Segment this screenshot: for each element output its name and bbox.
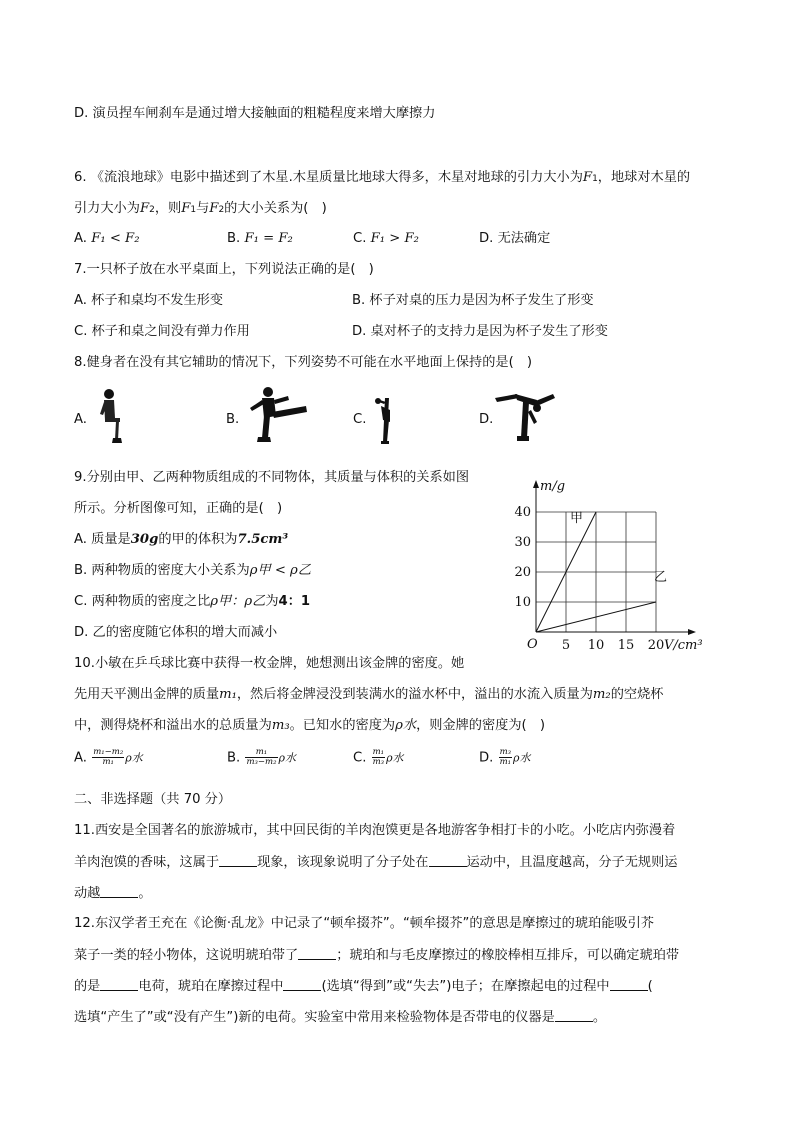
q6-var: F: [181, 201, 191, 216]
option-math: ρ甲 < ρ乙: [249, 563, 312, 578]
q6-sub: 2: [149, 205, 155, 215]
y-axis-arrow: [533, 480, 539, 488]
q7-option-c[interactable]: C. 杯子和桌之间没有弹力作用: [74, 324, 250, 339]
option-text: C. 两种物质的密度之比: [74, 594, 211, 609]
q10-text: 。已知水的密度为: [289, 718, 396, 733]
q10-text: ，然后将金牌浸没到装满水的溢水杯中，溢出的水流入质量为: [236, 687, 593, 702]
q10-text: 先用天平测出金牌的质量: [74, 687, 220, 702]
q8-option-b-label[interactable]: B.: [226, 412, 240, 427]
q6-sub: 2: [218, 205, 225, 215]
q6-text: 引力大小为: [74, 201, 140, 216]
option-math: ρ甲：ρ乙: [210, 594, 266, 609]
q8-option-d-label[interactable]: D.: [479, 412, 494, 427]
q9-option-a[interactable]: [74, 532, 288, 548]
y-axis-label: m/g: [540, 479, 566, 494]
q12-text: 的是: [74, 979, 101, 994]
q6-text: ，则: [154, 201, 182, 216]
q7-option-a[interactable]: A. 杯子和桌均不发生形变: [74, 293, 224, 308]
q12-line2: [74, 947, 679, 964]
numerator: m₁: [372, 747, 385, 757]
chart-axes: [533, 480, 696, 635]
numerator: m₁: [245, 748, 277, 758]
y-tick-label: 10: [514, 595, 531, 610]
option-letter: A.: [74, 231, 87, 246]
option-expr: 无法确定: [497, 231, 551, 246]
option-math: 30g: [130, 532, 159, 547]
option-math: 7.5cm³: [237, 532, 289, 547]
q8-option-a-label[interactable]: A.: [74, 412, 87, 427]
q9-stem-line2: 所示。分析图像可知，正确的是( ): [74, 501, 283, 516]
single-leg-balance-pose-figure: [493, 390, 561, 446]
q12-line4: [74, 1009, 606, 1026]
numerator: m₃: [499, 747, 512, 757]
q10-option-b[interactable]: [227, 748, 296, 767]
answer-blank[interactable]: [283, 978, 321, 991]
q12-text: (选填“得到”或“失去”)电子；在摩擦起电的过程中: [321, 979, 610, 994]
q9-option-c[interactable]: [74, 594, 310, 610]
option-text: 的甲的体积为: [158, 532, 238, 547]
q7-option-b[interactable]: B. 杯子对桌的压力是因为杯子发生了形变: [352, 293, 594, 308]
q10-stem-line2: [74, 687, 663, 703]
q6-text: ，地球对木星的: [597, 170, 691, 185]
x-tick-label: 10: [587, 638, 605, 653]
q6-stem-line2: [74, 201, 327, 217]
x-tick-label: 15: [617, 638, 635, 653]
q10-stem-line3: [74, 718, 545, 734]
fraction: [245, 748, 277, 767]
option-expr: F₁ < F₂: [91, 231, 140, 246]
y-tick-label: 30: [514, 535, 531, 550]
q11-text: 运动中，且温度越高，分子无规则运: [466, 855, 678, 870]
standing-split-pose-figure: [370, 396, 400, 446]
section-title: 二、非选择题（共 70 分）: [74, 792, 232, 807]
q12-line3: [74, 978, 653, 995]
option-text: 为: [265, 594, 279, 609]
q5-option-d: D. 演员捏车闸刹车是通过增大接触面的粗糙程度来增大摩擦力: [74, 106, 436, 121]
q12-text: 菜子一类的轻小物体，这说明琥珀带了: [74, 948, 299, 963]
q6-option-a[interactable]: [74, 231, 140, 247]
answer-blank[interactable]: [100, 885, 138, 898]
leg-kick-pose-figure: [244, 386, 310, 446]
q6-stem-line1: [74, 170, 690, 186]
option-math: 4：1: [278, 594, 311, 609]
q7-option-d[interactable]: D. 桌对杯子的支持力是因为杯子发生了形变: [352, 324, 608, 339]
option-letter: C.: [353, 231, 367, 246]
q8-stem: 8.健身者在没有其它辅助的情况下，下列姿势不可能在水平地面上保持的是( ): [74, 355, 533, 370]
series-label-yi: 乙: [654, 570, 668, 585]
q12-text: 。: [592, 1010, 607, 1025]
q6-option-d[interactable]: [479, 231, 550, 247]
option-letter: C.: [353, 750, 367, 766]
q11-text: 现象，该现象说明了分子处在: [257, 855, 429, 870]
x-axis-arrow: [688, 629, 696, 635]
q12-text: 电荷，琥珀在摩擦过程中: [138, 979, 284, 994]
q10-stem-line1: 10.小敏在乒乓球比赛中获得一枚金牌，她想测出该金牌的密度。她: [74, 656, 465, 671]
numerator: m₁−m₂: [93, 747, 124, 757]
q6-var: F: [209, 201, 219, 216]
q9-stem-line1: 9.分别由甲、乙两种物质组成的不同物体，其质量与体积的关系如图: [74, 470, 470, 485]
q6-option-b[interactable]: [227, 231, 293, 247]
x-tick-label: 5: [561, 638, 571, 653]
origin-label: O: [527, 637, 538, 652]
q7-stem: 7.一只杯子放在水平桌面上，下列说法正确的是( ): [74, 262, 374, 277]
option-text: B. 两种物质的密度大小关系为: [74, 563, 250, 578]
option-letter: B.: [227, 231, 241, 246]
q9-option-d[interactable]: D. 乙的密度随它体积的增大而减小: [74, 625, 278, 640]
q6-sub: 1: [190, 205, 197, 215]
q11-text: 动越: [74, 886, 101, 901]
option-letter: A.: [74, 750, 87, 766]
answer-blank[interactable]: [100, 978, 138, 991]
q10-option-a[interactable]: [74, 748, 143, 767]
q11-line1: 11.西安是全国著名的旅游城市，其中回民街的羊肉泡馍更是各地游客争相打卡的小吃。小吃店内弥漫着: [74, 823, 676, 838]
option-expr: F₁ = F₂: [244, 231, 293, 246]
y-tick-label: 20: [514, 565, 531, 580]
option-expr: F₁ > F₂: [370, 231, 419, 246]
q12-line1: 12.东汉学者王充在《论衡·乱龙》中记录了“顿牟掇芥”。“顿牟掇芥”的意思是摩擦过的琥珀能吸引芥: [74, 916, 654, 931]
fraction: [499, 748, 512, 767]
q9-option-b[interactable]: [74, 563, 311, 579]
q8-option-c-label[interactable]: C.: [353, 412, 367, 427]
q11-line2: [74, 854, 678, 871]
q12-text: 选填“产生了”或“没有产生”)新的电荷。实验室中常用来检验物体是否带电的仪器是: [74, 1010, 555, 1025]
q11-text: 羊肉泡馍的香味，这属于: [74, 855, 220, 870]
answer-blank[interactable]: [610, 978, 648, 991]
option-letter: D.: [479, 231, 494, 246]
q6-var: F: [139, 201, 150, 216]
q10-text: ，则金牌的密度为( ): [416, 718, 546, 733]
rho-water: ρ水: [513, 751, 531, 765]
q11-text: 。: [138, 886, 152, 901]
q10-text: 中，测得烧杯和溢出水的总质量为: [74, 718, 272, 733]
q6-text: 与: [196, 201, 210, 216]
q10-option-d[interactable]: [479, 748, 531, 767]
q10-var: m₁: [219, 687, 237, 702]
q6-text: 6. 《流浪地球》电影中描述到了木星.木星质量比地球大得多，木星对地球的引力大小为: [74, 170, 583, 185]
sitting-pose-figure: [92, 388, 126, 446]
q10-var: m₃: [271, 718, 290, 733]
q12-text: (: [647, 979, 653, 994]
q6-option-c[interactable]: [353, 231, 419, 247]
q11-line3: [74, 885, 152, 902]
option-letter: D.: [479, 750, 494, 766]
fraction: [372, 748, 385, 767]
q10-text: 的空烧杯: [610, 687, 664, 702]
q10-option-c[interactable]: [353, 748, 404, 767]
q6-text: 的大小关系为( ): [224, 201, 327, 216]
answer-blank[interactable]: [219, 854, 257, 867]
mass-volume-chart: [498, 466, 730, 656]
series-label-jia: 甲: [570, 511, 584, 526]
option-letter: B.: [227, 750, 241, 766]
q6-sub: 1: [592, 174, 598, 184]
y-tick-label: 40: [514, 505, 531, 520]
q10-var: m₂: [592, 687, 611, 702]
q10-var: ρ水: [395, 718, 417, 733]
chart-grid: [536, 512, 656, 632]
denominator: m₃: [372, 756, 385, 767]
q6-var: F: [582, 170, 593, 185]
answer-blank[interactable]: [429, 854, 467, 867]
option-text: A. 质量是: [74, 532, 131, 547]
rho-water: ρ水: [125, 751, 143, 765]
fraction: [92, 748, 124, 767]
denominator: m₁: [102, 756, 114, 767]
rho-water: ρ水: [278, 751, 296, 765]
q12-text: ；琥珀和与毛皮摩擦过的橡胶棒相互排斥，可以确定琥珀带: [336, 948, 680, 963]
answer-blank[interactable]: [298, 947, 336, 960]
x-axis-label: V/cm³: [664, 638, 703, 653]
rho-water: ρ水: [386, 751, 404, 765]
answer-blank[interactable]: [555, 1009, 593, 1022]
x-tick-label: 20: [647, 638, 665, 653]
chart-labels: [514, 479, 702, 653]
denominator: m₃−m₂: [246, 756, 277, 767]
denominator: m₁: [499, 756, 512, 767]
